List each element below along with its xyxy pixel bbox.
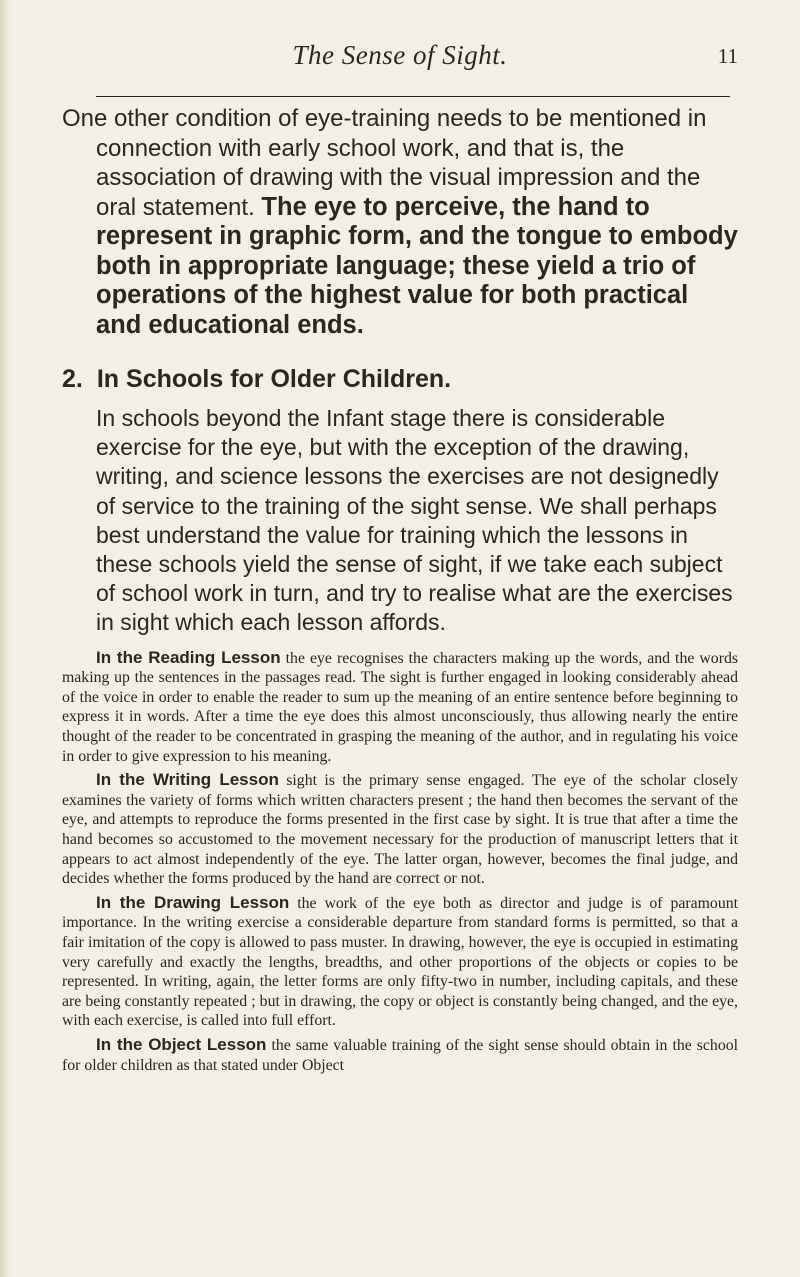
lesson-run-in-heading: In the Writing Lesson bbox=[96, 770, 279, 790]
reading-lesson-paragraph bbox=[62, 648, 738, 767]
lesson-text: the same valuable training of the sight sense should obtain in the school for older children as that stated under Object bbox=[62, 1036, 739, 1074]
page-content bbox=[62, 104, 738, 1079]
running-head bbox=[62, 40, 738, 80]
intro-bold-text: The eye to perceive, the hand to represent in graphic form, and the tongue to embody both in appropriate language; these yield a trio of operations of the highest value for both practical and educational ends. bbox=[96, 192, 738, 339]
drawing-lesson-paragraph bbox=[62, 893, 738, 1031]
page-number: 11 bbox=[717, 44, 738, 68]
section-number: 2. bbox=[62, 365, 83, 393]
intro-paragraph bbox=[62, 104, 738, 340]
running-title: The Sense of Sight. bbox=[292, 40, 508, 70]
lesson-run-in-heading: In the Object Lesson bbox=[96, 1034, 267, 1054]
section-paragraph: In schools beyond the Infant stage there is considerable exercise for the eye, but with the exception of the drawing, writing, and science lessons the exercises are not designedly of service to the training of the sight sense. We shall perhaps best understand the value for training which the lessons in these schools yield the sense of sight, if we take each subject of school work in turn, and try to realise what are the exercises in sight which each lesson affords. bbox=[96, 405, 733, 636]
lesson-run-in-heading: In the Reading Lesson bbox=[96, 647, 281, 667]
lesson-text: sight is the primary sense engaged. The eye of the scholar closely examines the variety of forms which written characters present ; the hand then becomes the servant of the eye, and attempts to reproduce the forms presented in the first case by sight. It is true that after a time the hand becomes so accustomed to the movement necessary for the production of manuscript letters that it appears to act almost independently of the eye. The latter organ, however, becomes the final judge, and decides whether the forms produced by the hand are correct or not. bbox=[62, 772, 738, 888]
object-lesson-paragraph bbox=[62, 1035, 738, 1075]
intro-plain-text: One other condition of eye-training needs to be mentioned in connection with early school work, and that is, the association of drawing with the visual impression and the oral statement. bbox=[62, 105, 707, 221]
writing-lesson-paragraph bbox=[62, 770, 738, 889]
page-binding-shadow bbox=[0, 0, 10, 1277]
header-rule bbox=[96, 96, 730, 97]
lesson-text: the work of the eye both as director and judge is of paramount importance. In the writing exercise a considerable departure from standard forms is permitted, so that a fair imitation of the copy is allowed to pass muster. In drawing, however, the eye is occupied in estimating very carefully and exactly the lengths, breadths, and other proportions of the objects or copies to be represented. In writing, again, the letter forms are only fifty-two in number, including capitals, and these are being constantly repeated ; but in drawing, the copy or object is constantly being changed, and the eye, with each exercise, is called into full effort. bbox=[62, 894, 739, 1030]
lesson-run-in-heading: In the Drawing Lesson bbox=[96, 892, 290, 912]
lesson-text: the eye recognises the characters making up the words, and the words making up the sentences in the passages read. The sight is further engaged in looking considerably ahead of the voice in order to enable the reader to sum up the meaning of an entire sentence before beginning to express it in words. After a time the eye does this almost unconsciously, thus allowing nearly the entire thought of the reader to be concentrated in grasping the meaning of the author, and in regulating his voice in order to give expression to his meaning. bbox=[62, 649, 739, 765]
section-title: In Schools for Older Children. bbox=[96, 365, 452, 393]
section-heading bbox=[62, 365, 738, 394]
